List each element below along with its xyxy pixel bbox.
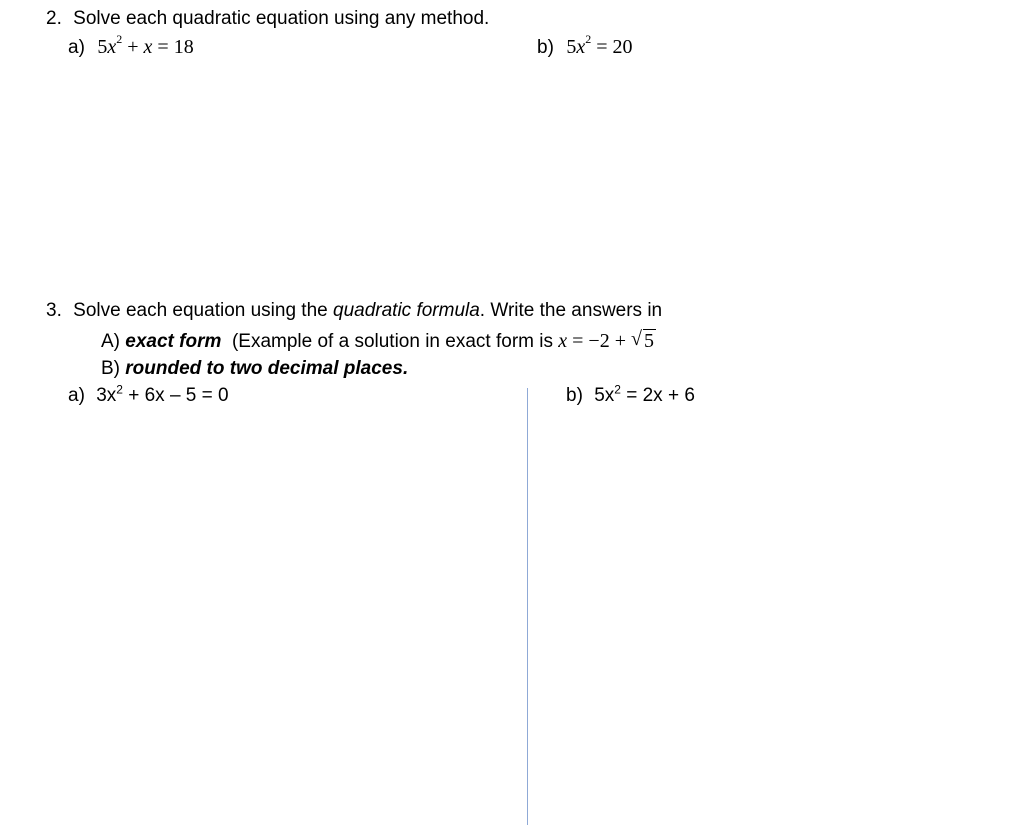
- column-divider: [527, 388, 528, 825]
- question-text: Solve each quadratic equation using any method.: [73, 8, 490, 29]
- instruction-b-rounded: B) rounded to two decimal places.: [101, 358, 409, 379]
- part-label: a): [68, 37, 85, 58]
- part-label: a): [68, 385, 85, 406]
- q2-part-b: [537, 32, 633, 59]
- q3-part-a: [68, 382, 229, 407]
- equation: $5x^2 = 20$: [566, 32, 633, 58]
- example-expression: x = −2 + √ 5: [558, 328, 654, 352]
- equation: $3x^2 + 6x - 5 = 0$: [96, 382, 229, 406]
- instruction-a-exact-form: A) exact form (Example of a solution in exact form is x = −2 + √ 5: [101, 328, 654, 352]
- part-label: b): [566, 385, 583, 406]
- square-root: √ 5: [631, 328, 654, 352]
- question-number: 3.: [46, 300, 62, 321]
- question-number: 2.: [46, 8, 62, 29]
- equation: $5x^2 + x = 18$: [97, 32, 194, 58]
- equation: $5x^2 = 2x + 6$: [594, 382, 695, 406]
- part-label: b): [537, 37, 554, 58]
- question-3-prompt: [46, 300, 662, 322]
- question-text: Solve each equation using the quadratic formula. Write the answers in: [73, 300, 663, 321]
- q2-part-a: [68, 32, 194, 59]
- question-2-prompt: [46, 8, 489, 30]
- q3-part-b: [566, 382, 695, 407]
